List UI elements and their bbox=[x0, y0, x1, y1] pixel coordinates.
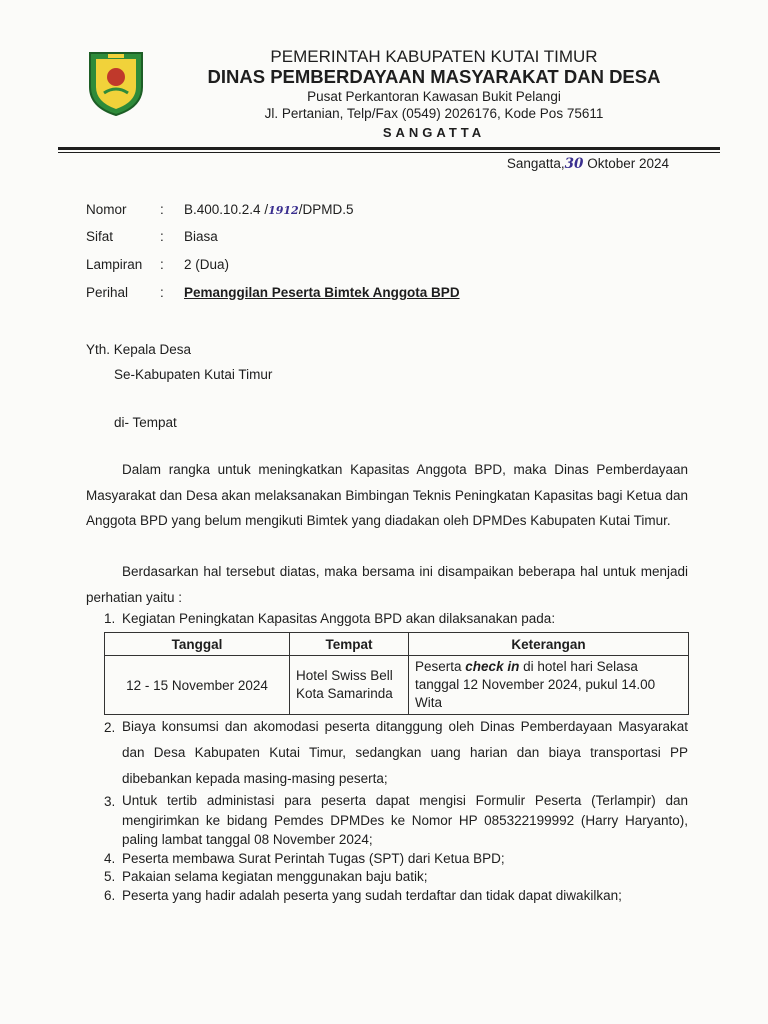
perihal-colon: : bbox=[160, 285, 164, 300]
sifat-value: Biasa bbox=[184, 229, 218, 244]
date-day-handwritten: 30 bbox=[564, 156, 584, 172]
item-4-number: 4. bbox=[104, 851, 116, 866]
recipient-scope: Se-Kabupaten Kutai Timur bbox=[114, 367, 273, 382]
letterhead-address: Jl. Pertanian, Telp/Fax (0549) 2026176, Kode Pos 75611 bbox=[264, 106, 604, 121]
sifat-label: Sifat bbox=[86, 229, 114, 244]
coat-of-arms-logo bbox=[86, 47, 146, 117]
letterhead-divider-thin bbox=[58, 152, 720, 153]
tempat-city: Kota Samarinda bbox=[296, 686, 393, 701]
item-2-text: Biaya konsumsi dan akomodasi peserta ditanggung oleh Dinas Pemberdayaan Masyarakat dan Desa Kabupaten Kutai Timur, sedangkan uang harian dan biaya transportasi PP dibebankan kepada masing-masing peserta; bbox=[122, 719, 688, 786]
letter-date bbox=[507, 156, 669, 172]
lampiran-value: 2 (Dua) bbox=[184, 257, 230, 272]
sifat-colon: : bbox=[160, 229, 164, 244]
item-3-number: 3. bbox=[104, 794, 116, 809]
perihal-label: Perihal bbox=[86, 285, 129, 300]
header-tempat: Tempat bbox=[290, 633, 409, 656]
date-place: Sangatta, bbox=[506, 156, 565, 171]
cell-keterangan: Peserta check in di hotel hari Selasa tanggal 12 November 2024, pukul 14.00 Wita bbox=[409, 656, 689, 715]
schedule-table bbox=[104, 632, 689, 715]
item-3-text: Untuk tertib administasi para peserta dapat mengisi Formulir Peserta (Terlampir) dan mengirimkan ke bidang Pemdes DPMDes ke Nomor HP 085322199992 (Harry Haryanto), paling lambat tanggal 08 November 2024; bbox=[122, 793, 688, 847]
body-paragraph-2: Berdasarkan hal tersebut diatas, maka bersama ini disampaikan beberapa hal untuk menjadi perhatian yaitu : bbox=[86, 564, 688, 605]
nomor-value: B.400.10.2.4 /1912/DPMD.5 bbox=[184, 202, 354, 217]
check-in-emphasis: check in bbox=[465, 659, 520, 674]
letterhead-office: Pusat Perkantoran Kawasan Bukit Pelangi bbox=[307, 89, 561, 104]
item-1-text: Kegiatan Peningkatan Kapasitas Anggota BPD akan dilaksanakan pada: bbox=[122, 611, 556, 626]
item-6-text: Peserta yang hadir adalah peserta yang sudah terdaftar dan tidak dapat diwakilkan; bbox=[122, 888, 622, 903]
lampiran-label: Lampiran bbox=[86, 257, 143, 272]
tempat-hotel: Hotel Swiss Bell bbox=[296, 668, 393, 683]
header-tanggal: Tanggal bbox=[105, 633, 290, 656]
table-header-row bbox=[105, 633, 689, 656]
letterhead-agency: DINAS PEMBERDAYAAN MASYARAKAT DAN DESA bbox=[207, 66, 661, 87]
table-row bbox=[105, 656, 689, 715]
letterhead-government: PEMERINTAH KABUPATEN KUTAI TIMUR bbox=[270, 47, 598, 66]
item-1-number: 1. bbox=[104, 611, 116, 626]
letterhead-divider-thick bbox=[58, 147, 720, 150]
header-keterangan: Keterangan bbox=[409, 633, 689, 656]
nomor-label: Nomor bbox=[86, 202, 127, 217]
item-5-text: Pakaian selama kegiatan menggunakan baju batik; bbox=[122, 869, 428, 884]
item-6-number: 6. bbox=[104, 888, 116, 903]
item-5-number: 5. bbox=[104, 869, 116, 884]
recipient-title: Yth. Kepala Desa bbox=[86, 342, 192, 357]
letterhead-city: SANGATTA bbox=[382, 125, 486, 140]
nomor-colon: : bbox=[160, 202, 164, 217]
cell-tanggal: 12 - 15 November 2024 bbox=[105, 656, 290, 715]
nomor-handwritten: 1912 bbox=[268, 204, 299, 217]
lampiran-colon: : bbox=[160, 257, 164, 272]
cell-tempat bbox=[290, 656, 409, 715]
item-2-number: 2. bbox=[104, 720, 116, 735]
body-paragraph-1: Dalam rangka untuk meningkatkan Kapasitas Anggota BPD, maka Dinas Pemberdayaan Masyarakat dan Desa akan melaksanakan Bimbingan Teknis Peningkatan Kapasitas bagi Ketua dan Anggota BPD yang belum mengikuti Bimtek yang diadakan oleh DPMDes Kabupaten Kutai Timur. bbox=[86, 462, 688, 528]
recipient-place: di- Tempat bbox=[114, 415, 177, 430]
item-4-text: Peserta membawa Surat Perintah Tugas (SPT) dari Ketua BPD; bbox=[122, 851, 505, 866]
date-month-year: Oktober 2024 bbox=[587, 156, 669, 171]
perihal-value: Pemanggilan Peserta Bimtek Anggota BPD bbox=[184, 285, 460, 300]
